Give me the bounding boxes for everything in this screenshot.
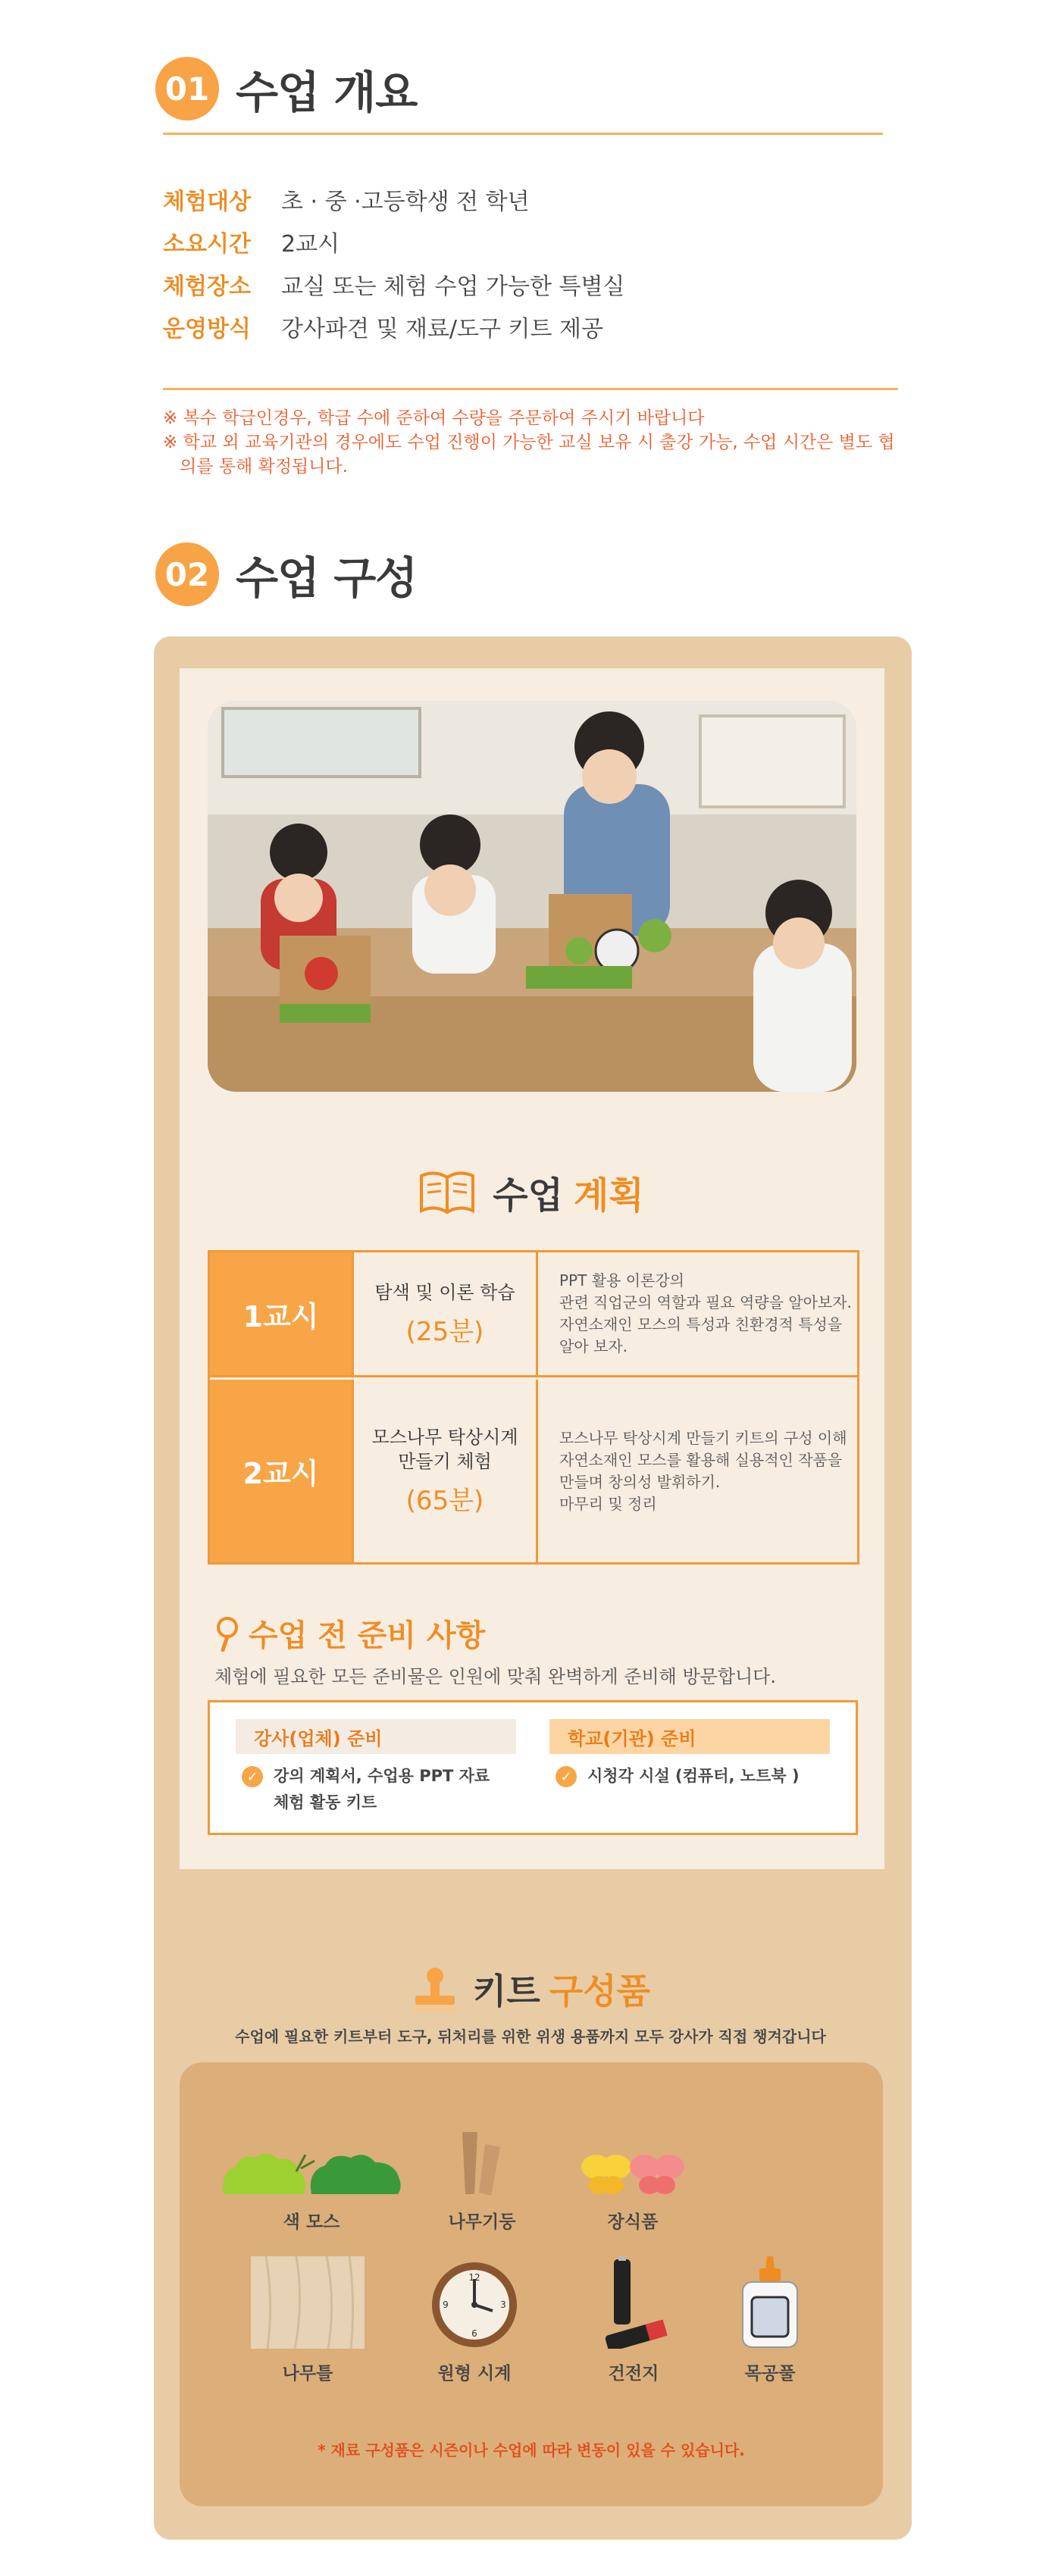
book-icon [417, 1165, 477, 1218]
overview-value: 2교시 [281, 231, 340, 258]
overview-row [163, 263, 624, 305]
description-line: PPT 활용 이론강의 [559, 1271, 684, 1290]
divider [163, 133, 883, 135]
section-number-badge: 02 [155, 542, 219, 606]
school-prep [549, 1719, 830, 1790]
description-cell [538, 1380, 857, 1562]
topic-text: 모스나무 탁상시계 [371, 1427, 518, 1448]
prep-item-text: 체험 활동 키트 [274, 1793, 377, 1812]
overview-row [163, 305, 624, 348]
prep-subtitle: 체험에 필요한 모든 준비물은 인원에 맞춰 완벽하게 준비해 방문합니다. [214, 1666, 776, 1687]
svg-text:3: 3 [500, 2299, 506, 2310]
section-title: 수업 개요 [236, 67, 418, 118]
overview-list [163, 178, 624, 348]
prep-item [549, 1763, 830, 1790]
prep-item-text: 시청각 시설 (컴퓨터, 노트북 ) [587, 1767, 800, 1785]
kit-title-a: 키트 [472, 1971, 540, 2012]
svg-text:9: 9 [443, 2299, 449, 2310]
description-line: 자연소재인 모스의 특성과 친환경적 특성을 [559, 1315, 843, 1333]
kit-item-label: 건전지 [608, 2364, 659, 2384]
section-number-badge: 01 [155, 57, 219, 120]
wood-pillar-icon [452, 2129, 512, 2197]
check-icon: ✓ [242, 1766, 263, 1787]
description-line: 모스나무 탁상시계 만들기 키트의 구성 이해 [559, 1428, 847, 1447]
prep-item-text: 강의 계획서, 수업용 PPT 자료 [274, 1767, 490, 1785]
moss-icon [221, 2137, 402, 2197]
kit-item-label: 색 모스 [283, 2212, 340, 2232]
notice-list [163, 406, 898, 479]
kit-item-label: 원형 시계 [437, 2364, 512, 2384]
plan-row [210, 1252, 857, 1377]
overview-row [163, 178, 624, 220]
description-line: 만들며 창의성 발휘하기. [559, 1472, 721, 1491]
overview-label: 체험장소 [163, 274, 251, 300]
stamp-icon [411, 1965, 459, 2012]
divider [163, 388, 898, 390]
overview-value: 교실 또는 체험 수업 가능한 특별실 [281, 274, 625, 300]
notice-item: ※ 학교 외 교육기관의 경우에도 수업 진행이 가능한 교실 보유 시 출강 가능, 수업 시간은 별도 협의를 통해 확정됩니다. [163, 433, 895, 477]
description-line: 관련 직업군의 역할과 필요 역량을 알아보자. [559, 1293, 852, 1311]
description-line: 마무리 및 정리 [559, 1494, 657, 1513]
overview-value: 강사파견 및 재료/도구 키트 제공 [281, 316, 603, 342]
check-icon: ✓ [556, 1766, 577, 1787]
instructor-prep [236, 1719, 516, 1816]
classroom-photo [208, 701, 856, 1092]
section-header-composition [155, 542, 417, 606]
butterfly-icon [580, 2137, 686, 2197]
section-header-overview [155, 57, 417, 120]
clock-icon [430, 2256, 518, 2349]
kit-note: * 재료 구성품은 시즌이나 수업에 따라 변동이 있을 수 있습니다. [318, 2441, 745, 2459]
duration-text: (65분) [405, 1486, 484, 1516]
topic-text: 탐색 및 이론 학습 [374, 1281, 515, 1303]
notice-item: ※ 복수 학급인경우, 학급 수에 준하여 수량을 주문하여 주시기 바랍니다 [163, 408, 705, 428]
plan-title-a: 수업 [493, 1174, 563, 1217]
prep-title: 수업 전 준비 사항 [249, 1618, 486, 1653]
kit-item-label: 목공풀 [744, 2364, 796, 2384]
overview-label: 소요시간 [163, 231, 251, 258]
wood-frame-icon [251, 2256, 365, 2349]
overview-value: 초 · 중 ·고등학생 전 학년 [281, 189, 530, 215]
svg-text:6: 6 [471, 2328, 477, 2339]
prep-heading [212, 1612, 485, 1655]
kit-item [433, 2129, 531, 2233]
topic-cell [354, 1252, 538, 1375]
description-cell [538, 1252, 857, 1375]
plan-title-b: 계획 [574, 1166, 644, 1218]
kit-heading [0, 1964, 1061, 2014]
kit-item [725, 2256, 815, 2384]
overview-label: 운영방식 [163, 316, 251, 342]
kit-item [221, 2137, 402, 2233]
description-line: 알아 보자. [559, 1337, 628, 1355]
duration-text: (25분) [405, 1316, 484, 1347]
kit-item-label: 장식품 [607, 2212, 659, 2232]
school-prep-head: 학교(기관) 준비 [549, 1719, 830, 1754]
period-cell: 1교시 [210, 1252, 354, 1375]
section-title: 수업 구성 [236, 552, 418, 604]
topic-text: 만들기 체험 [398, 1451, 492, 1472]
instructor-prep-head: 강사(업체) 준비 [236, 1719, 516, 1754]
battery-icon [596, 2256, 671, 2349]
kit-item-label: 나무기둥 [448, 2212, 516, 2232]
kit-subtitle: 수업에 필요한 키트부터 도구, 뒤처리를 위한 위생 용품까지 모두 강사가 직접 챙겨갑니다 [235, 2027, 826, 2046]
kit-title-b: 구성품 [549, 1971, 651, 2012]
kit-item [243, 2256, 372, 2384]
overview-row [163, 220, 624, 263]
glue-bottle-icon [738, 2256, 802, 2349]
magnifier-icon [212, 1615, 243, 1652]
plan-row [210, 1380, 857, 1562]
kit-item-label: 나무틀 [282, 2364, 333, 2384]
kit-item [576, 2137, 690, 2233]
kit-item [588, 2256, 679, 2384]
prep-item [236, 1763, 516, 1816]
svg-text:12: 12 [468, 2272, 480, 2283]
plan-heading [0, 1165, 1061, 1218]
description-line: 자연소재인 모스를 활용해 실용적인 작품을 [559, 1450, 843, 1469]
plan-table [208, 1250, 859, 1565]
period-cell: 2교시 [210, 1380, 354, 1562]
kit-item [425, 2256, 524, 2384]
prep-box [208, 1700, 858, 1835]
topic-cell [354, 1380, 538, 1562]
overview-label: 체험대상 [163, 189, 251, 215]
